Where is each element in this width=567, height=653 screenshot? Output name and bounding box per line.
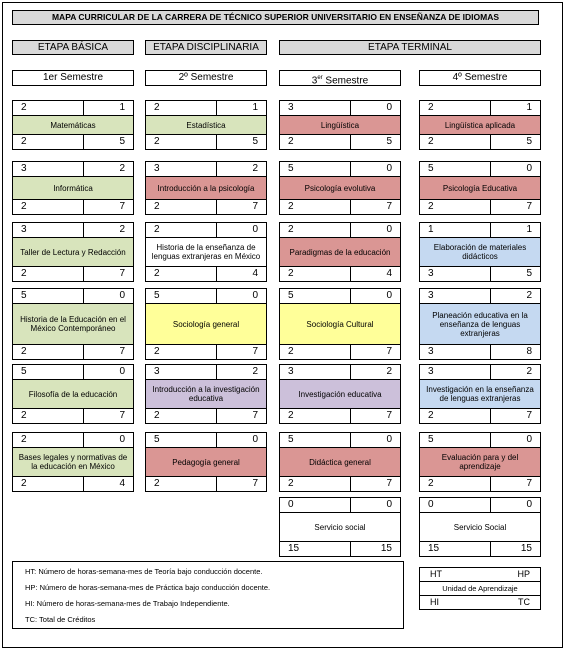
course-tc: 7 (216, 477, 266, 491)
course-ht: 5 (288, 290, 294, 301)
course-tc: 7 (216, 200, 266, 214)
course-tc: 7 (216, 409, 266, 423)
course-ht: 3 (154, 366, 160, 377)
course-card (12, 288, 134, 360)
course-hi: 2 (288, 201, 294, 212)
course-hp: 0 (350, 289, 400, 303)
course-card (419, 288, 541, 360)
course-ht: 5 (21, 290, 27, 301)
course-name: Elaboración de materiales didácticos (420, 238, 540, 266)
course-tc: 7 (490, 409, 540, 423)
course-tc: 4 (216, 267, 266, 281)
course-card (12, 222, 134, 282)
course-name: Historia de la enseñanza de lenguas extranjeras en México (146, 238, 266, 266)
course-card (419, 161, 541, 215)
course-card (419, 364, 541, 424)
course-tc: 7 (83, 267, 133, 281)
course-ht: 3 (428, 366, 434, 377)
course-hi: 2 (21, 268, 27, 279)
course-hi: 2 (288, 268, 294, 279)
course-hp: 0 (216, 433, 266, 447)
semester-3: 3er Semestre (279, 70, 401, 86)
course-tc: 5 (490, 267, 540, 281)
course-hi: 2 (21, 346, 27, 357)
course-ht: 3 (154, 163, 160, 174)
course-hp: 0 (216, 289, 266, 303)
course-hp: 0 (350, 433, 400, 447)
course-tc: 7 (83, 345, 133, 359)
course-hp: 0 (350, 101, 400, 115)
course-hi: 2 (154, 410, 160, 421)
course-name: Taller de Lectura y Redacción (13, 238, 133, 266)
course-card (279, 497, 401, 557)
course-ht: 2 (428, 102, 434, 113)
course-hp: 1 (83, 101, 133, 115)
course-hi: 2 (288, 410, 294, 421)
course-hp: 2 (216, 162, 266, 176)
course-ht: 5 (21, 366, 27, 377)
course-name: Psicología Educativa (420, 177, 540, 199)
course-name: Servicio Social (420, 513, 540, 541)
course-tc: 5 (216, 135, 266, 149)
course-ht: 2 (21, 434, 27, 445)
course-hp: 1 (490, 101, 540, 115)
legend-key (419, 567, 541, 610)
course-ht: 0 (428, 499, 434, 510)
course-hi: 2 (154, 346, 160, 357)
course-card (145, 161, 267, 215)
course-tc: 7 (350, 409, 400, 423)
course-name: Introducción a la investigación educativa (146, 380, 266, 408)
course-tc: 7 (350, 200, 400, 214)
course-hi: 2 (154, 201, 160, 212)
course-hp: 2 (216, 365, 266, 379)
course-ht: 5 (428, 434, 434, 445)
course-ht: 5 (428, 163, 434, 174)
course-tc: 4 (350, 267, 400, 281)
course-hp: 0 (350, 223, 400, 237)
legend-tc: TC: Total de Créditos (25, 615, 96, 624)
course-hp: 0 (83, 433, 133, 447)
course-hi: 2 (288, 346, 294, 357)
course-hp: 0 (490, 162, 540, 176)
course-ht: 5 (154, 434, 160, 445)
course-tc: 5 (350, 135, 400, 149)
course-name: Planeación educativa en la enseñanza de lenguas extranjeras (420, 304, 540, 344)
semester-1: 1er Semestre (12, 70, 134, 86)
course-tc: 15 (350, 542, 400, 556)
course-hi: 2 (21, 478, 27, 489)
course-hp: 2 (350, 365, 400, 379)
course-tc: 8 (490, 345, 540, 359)
course-card (145, 364, 267, 424)
course-name: Sociología general (146, 304, 266, 344)
course-hp: 0 (83, 289, 133, 303)
key-hp: HP (517, 569, 530, 579)
page-title: MAPA CURRICULAR DE LA CARRERA DE TÉCNICO SUPERIOR UNIVERSITARIO EN ENSEÑANZA DE IDIOMAS (12, 10, 539, 25)
course-name: Sociología Cultural (280, 304, 400, 344)
course-card (279, 161, 401, 215)
course-hp: 0 (490, 498, 540, 512)
course-tc: 7 (83, 409, 133, 423)
course-tc: 7 (350, 477, 400, 491)
course-hi: 2 (21, 410, 27, 421)
course-hi: 2 (288, 478, 294, 489)
course-card (12, 432, 134, 492)
course-card (279, 222, 401, 282)
course-tc: 7 (83, 200, 133, 214)
stage-terminal: ETAPA TERMINAL (279, 40, 541, 55)
course-name: Paradigmas de la educación (280, 238, 400, 266)
course-ht: 3 (21, 163, 27, 174)
course-hi: 2 (428, 136, 434, 147)
stage-basica: ETAPA BÁSICA (12, 40, 134, 55)
course-tc: 4 (83, 477, 133, 491)
course-hp: 1 (490, 223, 540, 237)
course-hp: 2 (490, 289, 540, 303)
semester-2: 2º Semestre (145, 70, 267, 86)
course-name: Introducción a la psicología (146, 177, 266, 199)
key-tc: TC (518, 597, 530, 607)
course-hp: 2 (490, 365, 540, 379)
course-hi: 15 (288, 543, 300, 554)
course-hi: 2 (288, 136, 294, 147)
course-card (419, 222, 541, 282)
course-name: Servicio social (280, 513, 400, 541)
course-hi: 2 (154, 268, 160, 279)
course-ht: 2 (154, 224, 160, 235)
course-tc: 7 (350, 345, 400, 359)
course-hp: 0 (490, 433, 540, 447)
legend-ht: HT: Número de horas-semana-mes de Teoría bajo conducción docente. (25, 567, 263, 576)
course-card (279, 100, 401, 150)
course-card (419, 100, 541, 150)
course-ht: 2 (154, 102, 160, 113)
course-card (145, 222, 267, 282)
course-tc: 7 (216, 345, 266, 359)
key-ht: HT (430, 569, 442, 579)
course-name: Matemáticas (13, 116, 133, 134)
course-ht: 3 (428, 290, 434, 301)
course-tc: 15 (490, 542, 540, 556)
course-name: Investigación en la enseñanza de lenguas extranjeras (420, 380, 540, 408)
course-card (279, 288, 401, 360)
course-hp: 1 (216, 101, 266, 115)
course-ht: 0 (288, 499, 294, 510)
course-tc: 7 (490, 200, 540, 214)
course-hp: 0 (216, 223, 266, 237)
course-name: Filosofía de la educación (13, 380, 133, 408)
course-ht: 5 (154, 290, 160, 301)
course-hi: 2 (428, 478, 434, 489)
course-hi: 2 (154, 136, 160, 147)
legend-hi: HI: Número de horas-semana-mes de Trabajo Independiente. (25, 599, 230, 608)
course-card (145, 288, 267, 360)
course-hi: 3 (428, 268, 434, 279)
course-hp: 0 (350, 498, 400, 512)
stage-disciplinaria: ETAPA DISCIPLINARIA (145, 40, 267, 55)
course-ht: 1 (428, 224, 434, 235)
semester-4: 4º Semestre (419, 70, 541, 86)
course-card (12, 100, 134, 150)
course-hp: 2 (83, 162, 133, 176)
course-tc: 5 (83, 135, 133, 149)
course-name: Investigación educativa (280, 380, 400, 408)
course-tc: 7 (490, 477, 540, 491)
course-hi: 2 (21, 136, 27, 147)
course-name: Didáctica general (280, 448, 400, 476)
course-card (12, 161, 134, 215)
course-card (279, 432, 401, 492)
course-name: Bases legales y normativas de la educación en México (13, 448, 133, 476)
course-name: Evaluación para y del aprendizaje (420, 448, 540, 476)
course-ht: 5 (288, 163, 294, 174)
course-name: Lingüística aplicada (420, 116, 540, 134)
course-name: Lingüística (280, 116, 400, 134)
course-card (12, 364, 134, 424)
course-name: Psicología evolutiva (280, 177, 400, 199)
key-unit: Unidad de Aprendizaje (420, 581, 540, 596)
legend (12, 561, 404, 629)
course-ht: 2 (288, 224, 294, 235)
course-name: Estadística (146, 116, 266, 134)
course-card (419, 497, 541, 557)
course-hi: 3 (428, 346, 434, 357)
course-card (279, 364, 401, 424)
course-hi: 2 (428, 201, 434, 212)
course-ht: 3 (21, 224, 27, 235)
course-hp: 2 (83, 223, 133, 237)
course-hi: 15 (428, 543, 440, 554)
course-card (145, 100, 267, 150)
course-hi: 2 (154, 478, 160, 489)
course-hi: 2 (21, 201, 27, 212)
course-ht: 3 (288, 102, 294, 113)
course-name: Pedagogía general (146, 448, 266, 476)
course-name: Historia de la Educación en el México Contemporáneo (13, 304, 133, 344)
course-tc: 5 (490, 135, 540, 149)
course-ht: 3 (288, 366, 294, 377)
course-card (145, 432, 267, 492)
course-name: Informática (13, 177, 133, 199)
course-card (419, 432, 541, 492)
course-hp: 0 (350, 162, 400, 176)
course-hi: 2 (428, 410, 434, 421)
course-ht: 5 (288, 434, 294, 445)
key-hi: HI (430, 597, 439, 607)
legend-hp: HP: Número de horas-semana-mes de Práctica bajo conducción docente. (25, 583, 271, 592)
course-hp: 0 (83, 365, 133, 379)
course-ht: 2 (21, 102, 27, 113)
